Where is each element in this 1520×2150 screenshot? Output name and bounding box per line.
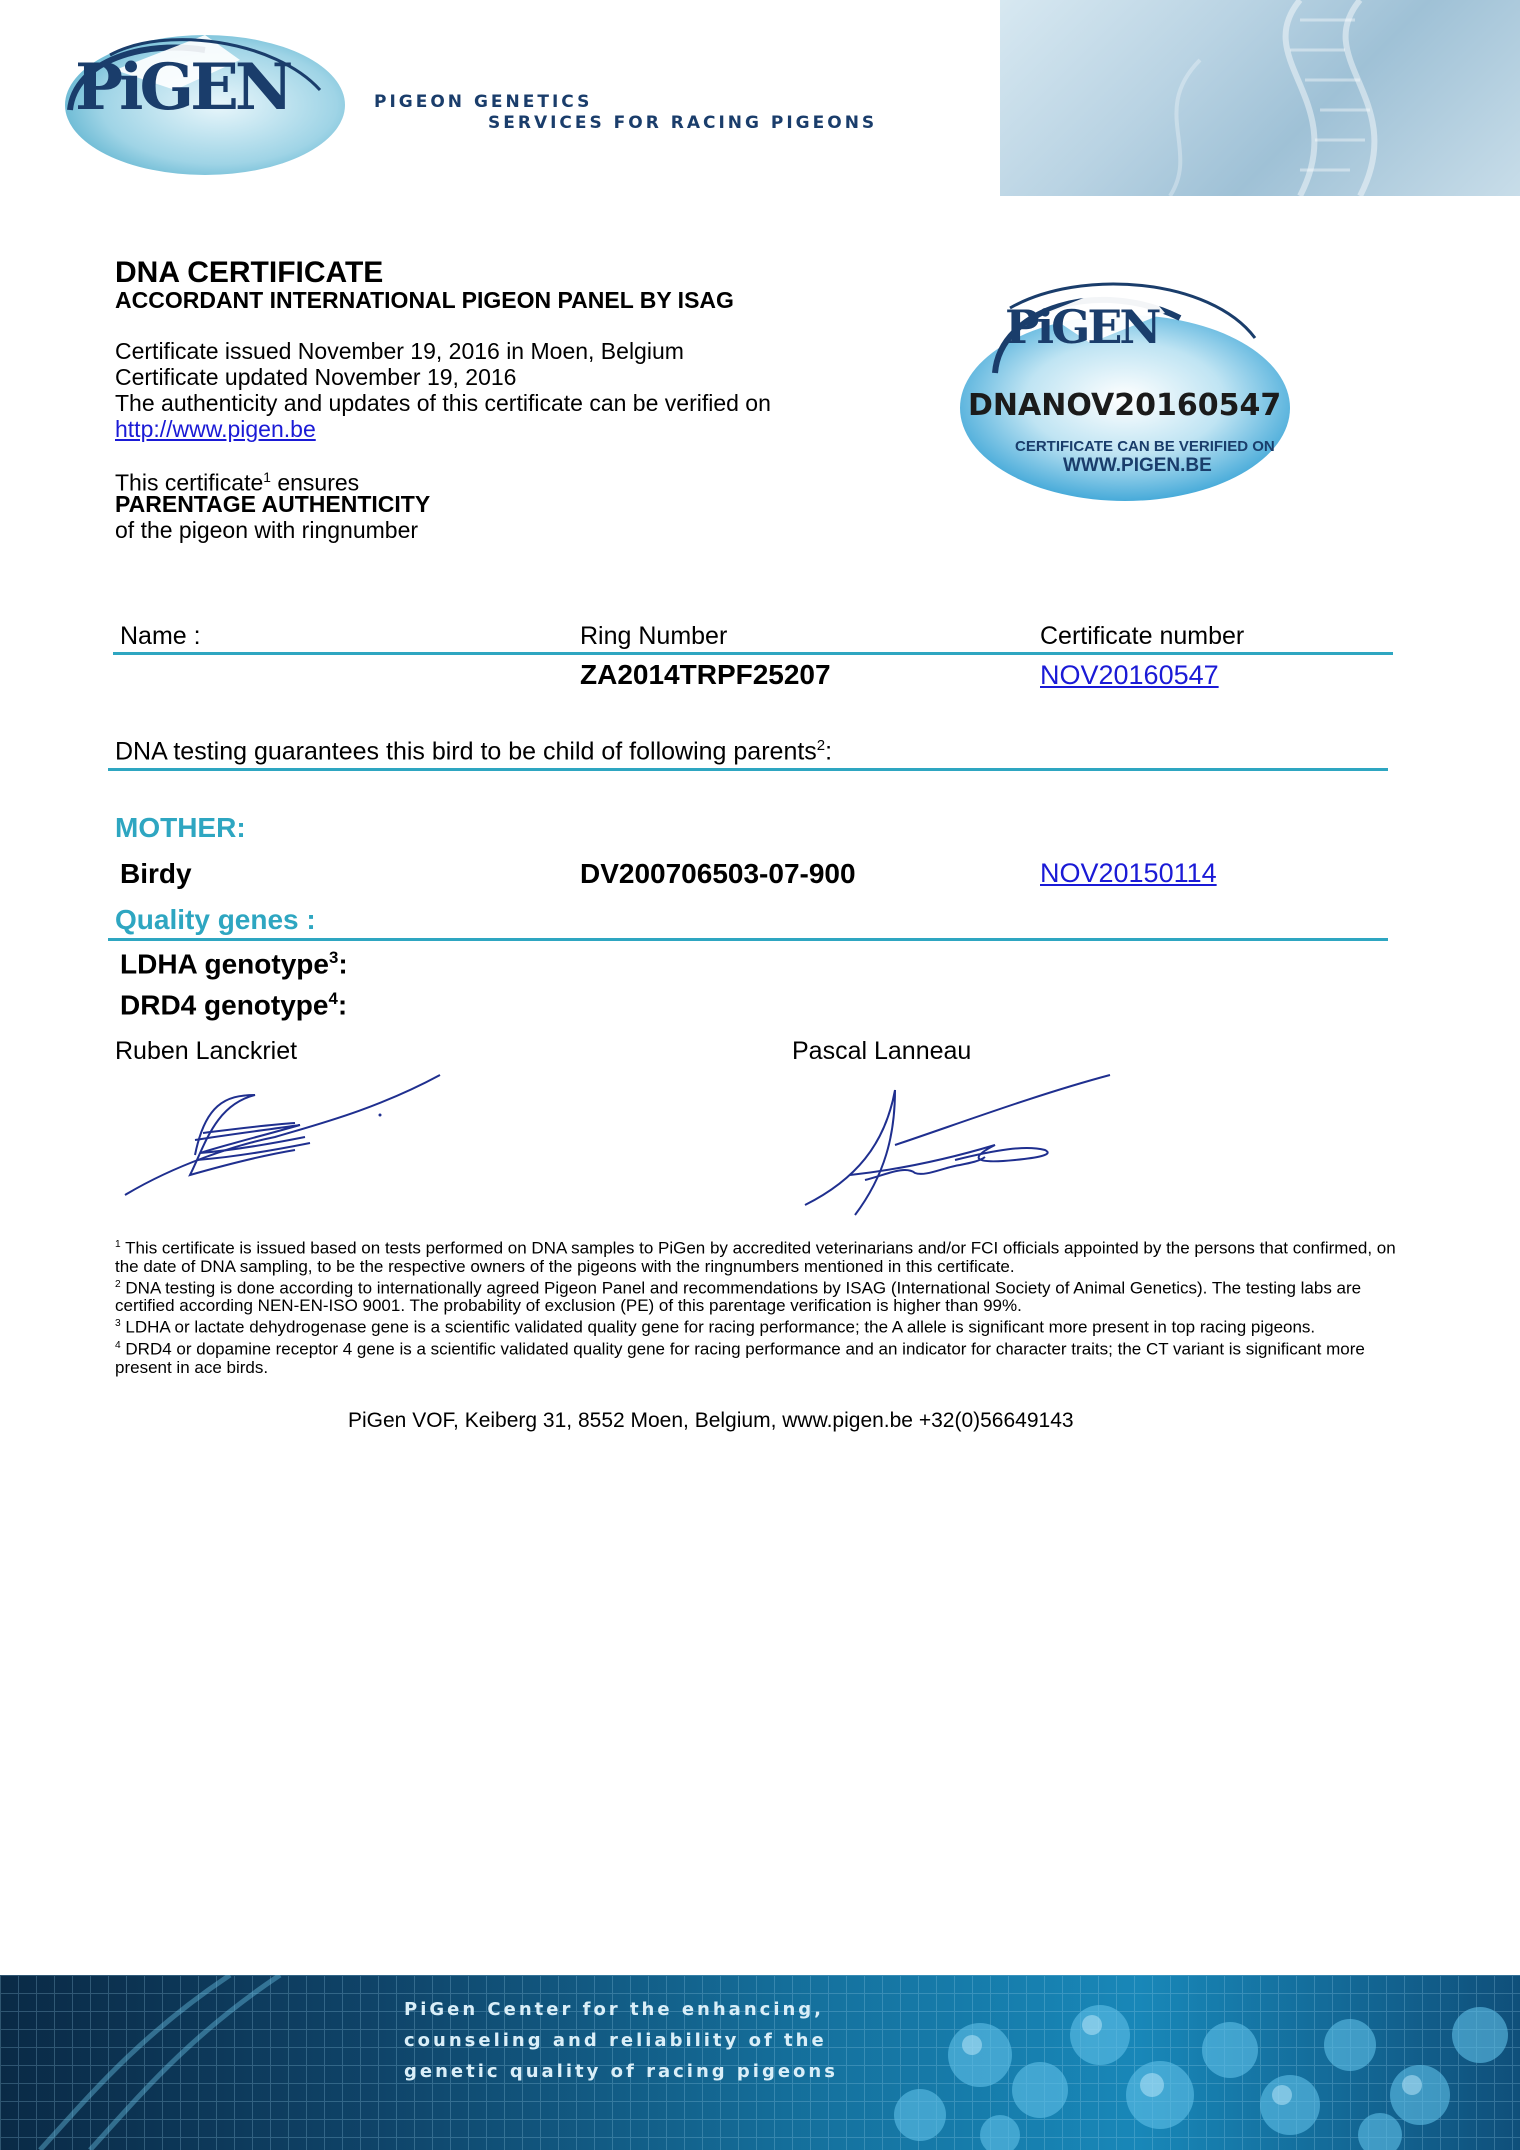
- parents-statement: DNA testing guarantees this bird to be child of following parents$^2$:: [115, 737, 833, 766]
- signatory-right-name: Pascal Lanneau: [792, 1037, 972, 1065]
- footer-banner: [0, 1975, 1520, 2150]
- seal-logo-wordmark: PiGEN: [1005, 300, 1159, 354]
- quality-genes-label: Quality genes :: [115, 904, 316, 935]
- seal-line2: WWW.PIGEN.BE: [1063, 455, 1212, 476]
- cert-column-header: Certificate number: [1040, 622, 1245, 650]
- parents-divider: [108, 768, 1388, 771]
- drd4-genotype-label: DRD4 genotype$^4$:: [120, 989, 348, 1021]
- bird-ring-number: ZA2014TRPF25207: [580, 659, 831, 690]
- mother-ring-number: DV200706503-07-900: [580, 858, 856, 889]
- certificate-subtitle: ACCORDANT INTERNATIONAL PIGEON PANEL BY ISAG: [115, 287, 734, 313]
- header-dna-image: [1000, 0, 1520, 196]
- table-divider: [113, 652, 1393, 655]
- signatory-left-name: Ruben Lanckriet: [115, 1037, 298, 1065]
- verify-link[interactable]: http://www.pigen.be: [115, 416, 316, 442]
- ensures-line: This certificate$^1$ ensures: [115, 469, 360, 496]
- company-contact: PiGen VOF, Keiberg 31, 8552 Moen, Belgium, www.pigen.be +32(0)56649143: [348, 1409, 1074, 1432]
- verify-line: The authenticity and updates of this certificate can be verified on: [115, 390, 771, 416]
- banner-line3: genetic quality of racing pigeons: [404, 2061, 838, 2082]
- issued-line: Certificate issued November 19, 2016 in Moen, Belgium: [115, 338, 684, 364]
- mother-name: Birdy: [120, 858, 192, 889]
- logo-wordmark: PiGEN: [75, 50, 290, 125]
- mother-label: MOTHER:: [115, 812, 246, 843]
- banner-line1: PiGen Center for the enhancing,: [404, 1999, 825, 2020]
- seal-line1: CERTIFICATE CAN BE VERIFIED ON: [1015, 438, 1275, 455]
- footnote-2: $^2$ DNA testing is done according to internationally agreed Pigeon Panel and recommendations by ISAG (International Society of Animal Genetics). The testing labs are certified according NEN-EN-ISO 9001. The probability of exclusion (PE) of this parentage verification is higher than 99%.: [115, 1278, 1362, 1316]
- bird-certificate-link[interactable]: NOV20160547: [1040, 660, 1219, 690]
- signature-right: [795, 1065, 1115, 1225]
- footnote-4: $^4$ DRD4 or dopamine receptor 4 gene is a scientific validated quality gene for racing performance and an indicator for character traits; the CT variant is significant more present in ace birds.: [115, 1339, 1365, 1377]
- banner-line2: counseling and reliability of the: [404, 2030, 827, 2051]
- footnote-3: $^3$ LDHA or lactate dehydrogenase gene is a scientific validated quality gene for racing performance; the A allele is significant more present in top racing pigeons.: [115, 1317, 1316, 1337]
- signature-left: [115, 1065, 455, 1205]
- tagline-line2: SERVICES FOR RACING PIGEONS: [488, 113, 878, 133]
- of-pigeon-line: of the pigeon with ringnumber: [115, 517, 419, 543]
- parentage-authenticity: PARENTAGE AUTHENTICITY: [115, 491, 431, 517]
- quality-divider: [108, 938, 1388, 941]
- name-column-header: Name :: [120, 622, 201, 650]
- ring-column-header: Ring Number: [580, 622, 728, 650]
- certificate-title: DNA CERTIFICATE: [115, 256, 384, 289]
- seal-code: DNANOV20160547: [968, 388, 1282, 423]
- mother-certificate-link[interactable]: NOV20150114: [1040, 858, 1217, 888]
- footnotes: [115, 1236, 1415, 1377]
- tagline-line1: PIGEON GENETICS: [374, 92, 593, 112]
- footnote-1: $^1$ This certificate is issued based on tests performed on DNA samples to PiGen by accredited veterinarians and/or FCI officials appointed by the persons that confirmed, on the date of DNA sampling, to be the respective owners of the pigeons with the ringnumbers mentioned in this certificate.: [115, 1238, 1396, 1276]
- ldha-genotype-label: LDHA genotype$^3$:: [120, 948, 348, 980]
- updated-line: Certificate updated November 19, 2016: [115, 364, 517, 390]
